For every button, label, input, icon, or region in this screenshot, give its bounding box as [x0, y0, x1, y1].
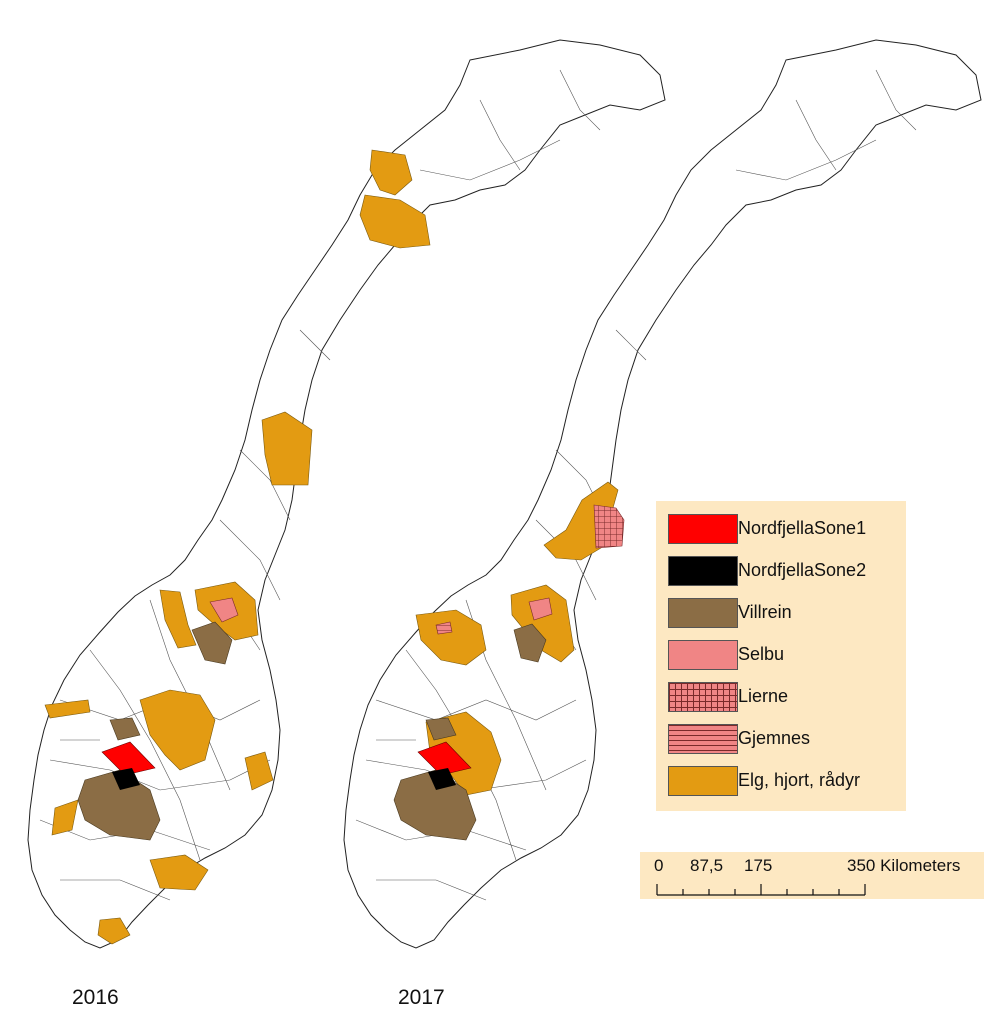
scale-ruler	[640, 852, 984, 899]
legend-item-nordfjella-sone2	[656, 556, 906, 598]
legend-label: Gjemnes	[738, 728, 811, 748]
scale-label-175: 175	[744, 856, 773, 875]
scale-label-0: 0	[654, 856, 664, 875]
legend-swatch	[668, 766, 738, 796]
legend-label: NordfjellaSone1	[738, 518, 867, 538]
legend-item-villrein	[656, 598, 906, 640]
legend-swatch	[668, 724, 738, 754]
legend-label: Selbu	[738, 644, 785, 664]
year-label-2017: 2017	[398, 986, 445, 1009]
scale-bar	[640, 852, 984, 899]
legend	[656, 501, 906, 811]
scale-label-87-5: 87,5	[690, 856, 724, 875]
legend-item-lierne	[656, 682, 906, 724]
legend-label: NordfjellaSone2	[738, 560, 867, 580]
legend-label: Villrein	[738, 602, 792, 622]
legend-item-elg-hjort-radyr	[656, 766, 906, 808]
legend-swatch	[668, 640, 738, 670]
lierne-area-2017	[594, 505, 624, 548]
legend-item-nordfjella-sone1	[656, 514, 906, 556]
legend-swatch	[668, 682, 738, 712]
legend-swatch	[668, 514, 738, 544]
year-label-2016: 2016	[72, 986, 119, 1009]
legend-label: Lierne	[738, 686, 789, 706]
legend-item-gjemnes	[656, 724, 906, 766]
legend-label: Elg, hjort, rådyr	[738, 770, 861, 790]
legend-swatch	[668, 598, 738, 628]
legend-item-selbu	[656, 640, 906, 682]
scale-label-350: 350 Kilometers	[847, 856, 961, 875]
legend-swatch	[668, 556, 738, 586]
